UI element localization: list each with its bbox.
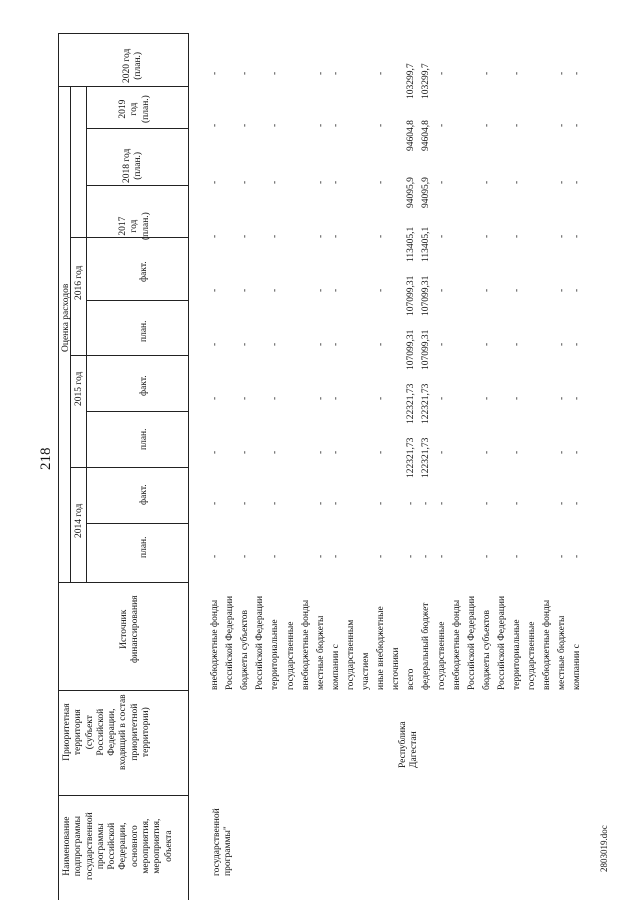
grid-line: [58, 582, 188, 583]
header-2018: 2018 год (план.): [122, 148, 144, 183]
row-source: местные бюджеты: [315, 615, 326, 690]
row-value: -: [572, 501, 583, 505]
row-value: -: [330, 71, 341, 75]
header-2014-fact: факт.: [139, 484, 149, 505]
row-value: -: [376, 554, 387, 558]
row-value: -: [330, 234, 341, 238]
row-value: -: [240, 180, 251, 184]
row-value: -: [330, 554, 341, 558]
header-2019: 2019 год (план.): [118, 95, 151, 123]
row-value: 122321,73: [406, 437, 417, 478]
row-value: -: [330, 342, 341, 346]
row-value: -: [436, 342, 447, 346]
row-value: -: [436, 123, 447, 127]
row-value: -: [376, 501, 387, 505]
row-value: -: [436, 288, 447, 292]
row-value: -: [376, 71, 387, 75]
row-value: -: [512, 234, 522, 238]
row-value: 122321,73: [421, 383, 432, 424]
row-value: -: [315, 180, 326, 184]
header-name-column: Наименование подпрограммы государственной программы Российской Федерации, основного мероприятия, мероприятия, объекта: [62, 812, 174, 880]
row-value: -: [240, 396, 251, 400]
row-value: -: [572, 71, 583, 75]
header-source-column: Источник финансирования: [119, 595, 141, 663]
grid-line: [58, 86, 188, 87]
row-source: государственные: [285, 621, 296, 690]
row-value: -: [512, 71, 522, 75]
row-value: -: [315, 342, 326, 346]
row-value: -: [240, 450, 251, 454]
row-value: -: [572, 342, 583, 346]
row-value: -: [421, 501, 432, 505]
row-value: -: [436, 396, 447, 400]
row-value: 94095,9: [421, 177, 432, 208]
grid-line: [70, 355, 188, 356]
grid-line: [70, 467, 188, 468]
row-source: Российской Федерации: [466, 595, 477, 690]
row-source: участием: [361, 652, 371, 690]
grid-line: [86, 300, 188, 301]
row-value: 103299,7: [421, 63, 432, 99]
row-value: -: [315, 234, 326, 238]
row-value: -: [210, 396, 220, 400]
row-value: -: [210, 123, 220, 127]
row-value: -: [512, 501, 522, 505]
row-value: -: [270, 396, 281, 400]
row-value: 122321,73: [421, 437, 432, 478]
row-value: -: [270, 234, 281, 238]
grid-line: [188, 33, 189, 900]
header-2015-fact: факт.: [139, 375, 149, 396]
row-value: 113405,1: [406, 226, 417, 262]
row-value: -: [240, 234, 251, 238]
row-value: -: [557, 396, 568, 400]
row-value: -: [481, 501, 492, 505]
row-value: -: [512, 180, 522, 184]
row-value: 94604,8: [406, 120, 417, 151]
row-value: -: [270, 180, 281, 184]
row-value: -: [481, 450, 492, 454]
doc-id: 2803019.doc: [599, 825, 609, 872]
row-value: 107099,31: [421, 329, 432, 370]
grid-line: [86, 86, 87, 582]
row-value: -: [436, 501, 447, 505]
row-value: -: [436, 450, 447, 454]
territory-text: Республика Дагестан: [398, 721, 420, 768]
row-value: -: [436, 554, 447, 558]
row-value: -: [481, 288, 492, 292]
grid-line: [86, 128, 188, 129]
row-value: -: [512, 450, 522, 454]
header-2016-fact: факт.: [139, 261, 149, 282]
row-value: -: [210, 450, 220, 454]
row-value: -: [330, 501, 341, 505]
row-value: -: [572, 450, 583, 454]
row-value: 107099,31: [406, 329, 417, 370]
row-value: 122321,73: [406, 383, 417, 424]
row-source: внебюджетные фонды: [210, 599, 220, 690]
row-source: государственные: [527, 621, 538, 690]
row-value: -: [436, 180, 447, 184]
row-source: Российской Федерации: [255, 595, 266, 690]
row-source: компании с: [572, 644, 583, 690]
row-value: -: [315, 123, 326, 127]
row-value: -: [240, 342, 251, 346]
row-value: -: [315, 501, 326, 505]
page-number: 218: [38, 447, 54, 470]
row-source: источники: [391, 647, 402, 690]
row-value: -: [481, 180, 492, 184]
row-value: -: [330, 450, 341, 454]
row-value: -: [376, 234, 387, 238]
row-source: местные бюджеты: [557, 615, 568, 690]
row-value: -: [315, 288, 326, 292]
header-2017: 2017 год (план.): [118, 212, 151, 240]
row-value: -: [572, 180, 583, 184]
row-value: -: [376, 123, 387, 127]
row-value: -: [436, 234, 447, 238]
row-value: -: [481, 342, 492, 346]
row-source: внебюджетные фонды: [542, 599, 553, 690]
row-value: -: [481, 123, 492, 127]
row-value: -: [240, 501, 251, 505]
row-value: -: [557, 71, 568, 75]
row-value: -: [315, 450, 326, 454]
row-value: -: [376, 342, 387, 346]
row-value: -: [330, 288, 341, 292]
row-source: федеральный бюджет: [421, 602, 432, 690]
row-value: 113405,1: [421, 226, 432, 262]
row-value: -: [240, 71, 251, 75]
row-source: всего: [406, 668, 417, 690]
row-value: -: [406, 554, 417, 558]
row-value: -: [512, 288, 522, 292]
grid-line: [86, 411, 188, 412]
row-value: -: [572, 396, 583, 400]
row-value: -: [406, 501, 417, 505]
row-value: -: [572, 554, 583, 558]
row-value: -: [315, 554, 326, 558]
row-value: -: [210, 234, 220, 238]
header-2020: 2020 год (план.): [122, 48, 144, 83]
row-value: -: [210, 501, 220, 505]
row-source: территориальные: [270, 619, 281, 690]
header-2014: 2014 год: [74, 503, 84, 538]
row-value: -: [270, 450, 281, 454]
row-value: 107099,31: [421, 275, 432, 316]
row-source: государственным: [345, 619, 356, 690]
row-value: -: [376, 180, 387, 184]
row-source: Российской Федерации: [225, 595, 236, 690]
grid-line: [58, 690, 188, 691]
header-2015: 2015 год: [74, 371, 84, 406]
row-value: -: [270, 342, 281, 346]
row-value: -: [315, 71, 326, 75]
row-value: -: [421, 554, 432, 558]
row-value: -: [315, 396, 326, 400]
row-value: -: [270, 71, 281, 75]
row-value: -: [270, 123, 281, 127]
header-2016-plan: план.: [139, 320, 149, 342]
row-value: -: [572, 288, 583, 292]
row-value: -: [557, 554, 568, 558]
row-value: -: [270, 501, 281, 505]
row-value: -: [376, 450, 387, 454]
row-value: -: [481, 554, 492, 558]
row-value: 94095,9: [406, 177, 417, 208]
row-value: -: [557, 342, 568, 346]
row-value: 94604,8: [421, 120, 432, 151]
row-source: внебюджетные фонды: [300, 599, 311, 690]
row-value: -: [557, 501, 568, 505]
row-value: -: [481, 71, 492, 75]
row-value: -: [557, 123, 568, 127]
row-source: государственные: [436, 621, 447, 690]
row-value: -: [572, 234, 583, 238]
row-value: -: [210, 71, 220, 75]
row-value: -: [512, 342, 522, 346]
row-value: -: [330, 123, 341, 127]
row-value: -: [270, 288, 281, 292]
row-source: территориальные: [512, 619, 522, 690]
row-value: -: [240, 554, 251, 558]
row-source: компании с: [330, 644, 341, 690]
row-value: -: [512, 123, 522, 127]
grid-line: [86, 523, 188, 524]
row-value: -: [481, 396, 492, 400]
row-value: -: [557, 288, 568, 292]
program-name-text: государственной программы": [212, 808, 234, 876]
row-value: -: [330, 180, 341, 184]
header-2015-plan: план.: [139, 428, 149, 450]
row-value: -: [210, 342, 220, 346]
header-2016: 2016 год: [74, 265, 84, 300]
row-value: -: [572, 123, 583, 127]
grid-line: [58, 33, 188, 34]
row-value: -: [240, 123, 251, 127]
row-value: -: [330, 396, 341, 400]
row-source: бюджеты субъектов: [240, 609, 251, 690]
header-territory-column: Приоритетная территория (субъект Российской Федерации, входящий в состав приоритетной территории): [62, 694, 152, 770]
row-source: внебюджетные фонды: [451, 599, 462, 690]
header-estimate: Оценка расходов: [61, 283, 71, 352]
grid-line: [86, 185, 188, 186]
row-value: -: [512, 554, 522, 558]
row-value: -: [481, 234, 492, 238]
row-value: -: [436, 71, 447, 75]
grid-line: [58, 33, 59, 900]
row-value: -: [557, 180, 568, 184]
row-value: -: [210, 288, 220, 292]
row-value: -: [240, 288, 251, 292]
header-2014-plan: план.: [139, 536, 149, 558]
grid-line: [58, 795, 188, 796]
row-value: 107099,31: [406, 275, 417, 316]
row-value: -: [210, 554, 220, 558]
row-value: -: [557, 234, 568, 238]
row-value: 103299,7: [406, 63, 417, 99]
row-value: -: [376, 288, 387, 292]
row-source: бюджеты субъектов: [481, 609, 492, 690]
row-value: -: [557, 450, 568, 454]
row-source: иные внебюджетные: [376, 606, 387, 690]
row-value: -: [512, 396, 522, 400]
row-value: -: [210, 180, 220, 184]
row-value: -: [376, 396, 387, 400]
row-value: -: [270, 554, 281, 558]
row-source: Российской Федерации: [496, 595, 507, 690]
